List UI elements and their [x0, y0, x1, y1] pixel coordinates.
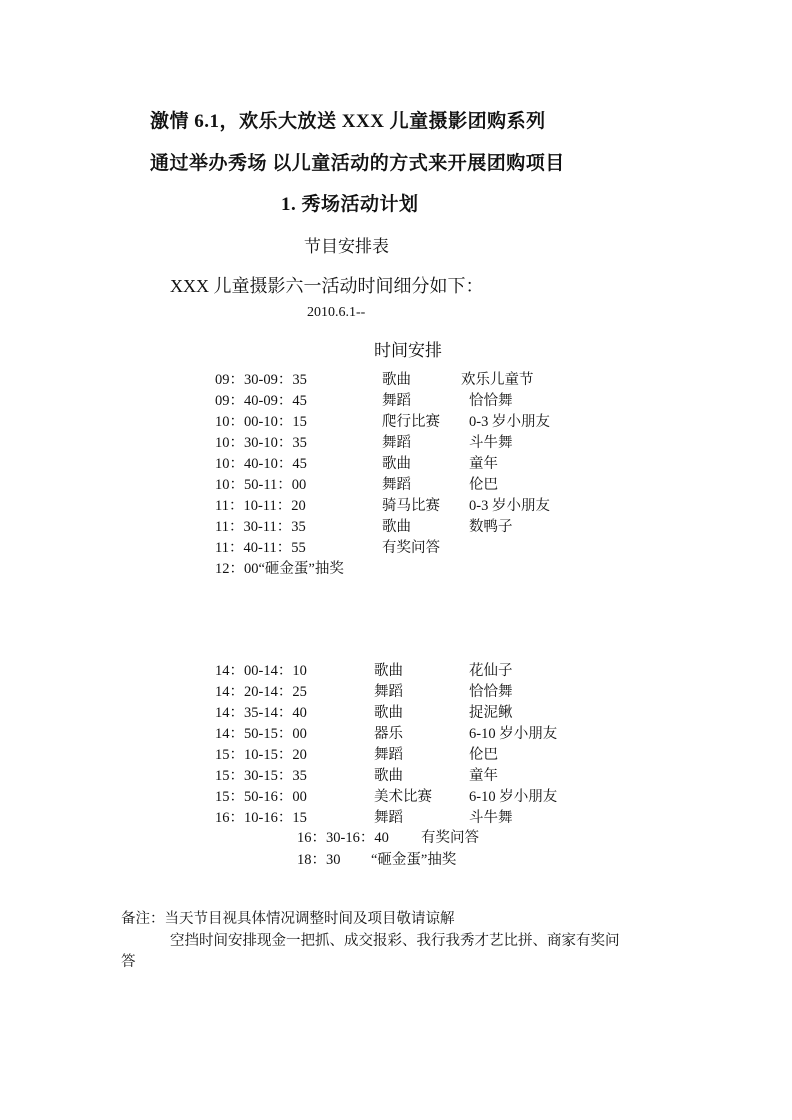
row-time: 09：30-09：35	[215, 372, 307, 388]
row-time: 10：40-10：45	[215, 456, 307, 472]
row-time: 15：30-15：35	[215, 768, 307, 784]
row-type: 舞蹈	[382, 393, 411, 409]
row-item: 捉泥鳅	[469, 705, 513, 721]
row-type: 歌曲	[374, 768, 403, 784]
row-time: 14：50-15：00	[215, 726, 307, 742]
schedule-row	[0, 368, 792, 389]
title-line-2: 通过举办秀场 以儿童活动的方式来开展团购项目	[150, 153, 565, 174]
row-item: 伦巴	[469, 747, 498, 763]
schedule-row	[0, 743, 792, 764]
schedule-row	[0, 785, 792, 806]
note-line-1: 备注：当天节目视具体情况调整时间及项目敬请谅解	[121, 911, 455, 927]
note-line-3: 答	[121, 954, 136, 970]
row-item: 6-10 岁小朋友	[469, 726, 558, 742]
row-time: 14：00-14：10	[215, 663, 307, 679]
schedule-row	[0, 659, 792, 680]
schedule-row	[0, 722, 792, 743]
row-item: 斗牛舞	[469, 435, 513, 451]
row-item: 花仙子	[469, 663, 513, 679]
row-item: 6-10 岁小朋友	[469, 789, 558, 805]
time-heading: 时间安排	[374, 341, 442, 360]
row-item: 斗牛舞	[469, 810, 513, 826]
schedule-row	[0, 680, 792, 701]
schedule-row	[0, 764, 792, 785]
row-type: 舞蹈	[382, 435, 411, 451]
row-time: 11：40-11：55	[215, 540, 306, 556]
section-title: 1. 秀场活动计划	[281, 194, 419, 215]
schedule-row	[0, 848, 792, 869]
row-type: 舞蹈	[374, 747, 403, 763]
row-time: 11：10-11：20	[215, 498, 306, 514]
row-type: 骑马比赛	[382, 498, 440, 514]
schedule-label: 节目安排表	[304, 237, 389, 256]
schedule-row	[0, 557, 792, 578]
row-time: 11：30-11：35	[215, 519, 306, 535]
schedule-row	[0, 494, 792, 515]
row-item: 欢乐儿童节	[461, 372, 534, 388]
row-time: 10：00-10：15	[215, 414, 307, 430]
intro-text: XXX 儿童摄影六一活动时间细分如下：	[170, 276, 484, 296]
schedule-row	[0, 515, 792, 536]
schedule-row	[0, 701, 792, 722]
row-time: 18：30	[297, 852, 341, 868]
row-time: 09：40-09：45	[215, 393, 307, 409]
schedule-row	[0, 806, 792, 827]
row-type: 爬行比赛	[382, 414, 440, 430]
row-type: 美术比赛	[374, 789, 432, 805]
row-time: 16：30-16：40	[297, 830, 389, 846]
row-type: 有奖问答	[421, 830, 479, 846]
schedule-row	[0, 452, 792, 473]
row-type: 舞蹈	[374, 684, 403, 700]
schedule-row	[0, 389, 792, 410]
row-item: 童年	[469, 768, 498, 784]
row-type: 歌曲	[382, 372, 411, 388]
row-type: 舞蹈	[382, 477, 411, 493]
schedule-row	[0, 410, 792, 431]
row-type: 歌曲	[374, 663, 403, 679]
note-line-2: 空挡时间安排现金一把抓、成交报彩、我行我秀才艺比拼、商家有奖问	[170, 933, 620, 949]
schedule-row	[0, 536, 792, 557]
row-type: 歌曲	[382, 519, 411, 535]
schedule-row	[0, 473, 792, 494]
row-time: 10：50-11：00	[215, 477, 307, 493]
row-type: 有奖问答	[382, 540, 440, 556]
row-time: 15：50-16：00	[215, 789, 307, 805]
row-time: 16：10-16：15	[215, 810, 307, 826]
row-type: 器乐	[374, 726, 403, 742]
morning-end-text: 12：00“砸金蛋”抽奖	[215, 561, 344, 577]
event-date: 2010.6.1--	[307, 305, 366, 320]
row-item: 童年	[469, 456, 498, 472]
row-item: 0-3 岁小朋友	[469, 498, 550, 514]
row-type: 歌曲	[382, 456, 411, 472]
row-item: 数鸭子	[469, 519, 513, 535]
row-time: 15：10-15：20	[215, 747, 307, 763]
row-type: “砸金蛋”抽奖	[371, 852, 457, 868]
row-item: 伦巴	[469, 477, 498, 493]
row-type: 歌曲	[374, 705, 403, 721]
schedule-row	[0, 826, 792, 847]
row-item: 恰恰舞	[469, 393, 513, 409]
row-type: 舞蹈	[374, 810, 403, 826]
row-time: 10：30-10：35	[215, 435, 307, 451]
schedule-row	[0, 431, 792, 452]
title-line-1: 激情 6.1，欢乐大放送 XXX 儿童摄影团购系列	[150, 111, 546, 132]
row-time: 14：20-14：25	[215, 684, 307, 700]
row-time: 14：35-14：40	[215, 705, 307, 721]
row-item: 0-3 岁小朋友	[469, 414, 550, 430]
row-item: 恰恰舞	[469, 684, 513, 700]
